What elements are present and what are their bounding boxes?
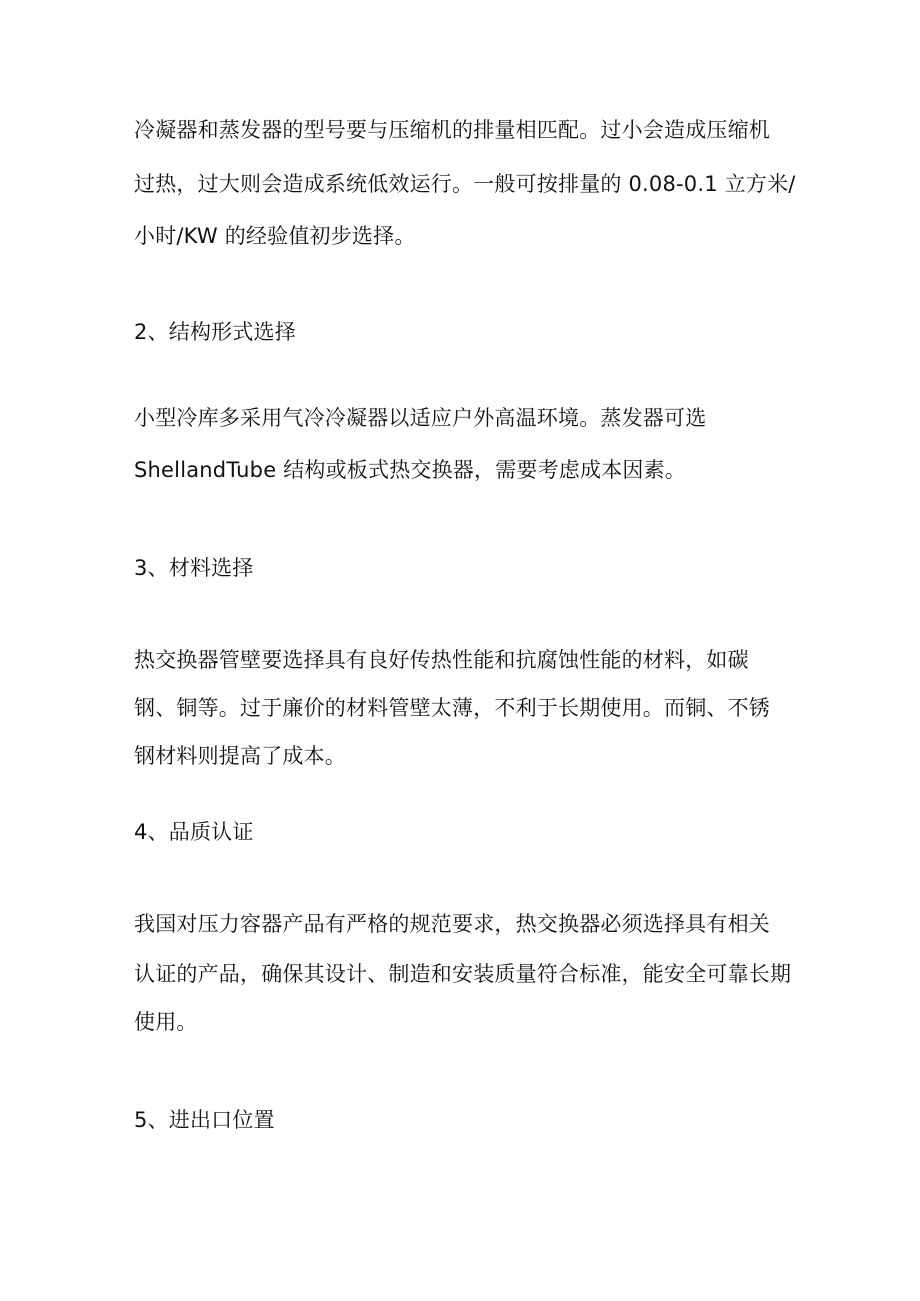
paragraph-line: 小型冷库多采用气冷冷凝器以适应户外高温环境。蒸发器可选 [134,406,707,430]
section-heading: 4、品质认证 [134,820,254,844]
section-heading: 3、材料选择 [134,556,254,580]
section-heading: 2、结构形式选择 [134,320,296,344]
paragraph-line: 钢材料则提高了成本。 [134,744,346,768]
paragraph-line: 我国对压力容器产品有严格的规范要求，热交换器必须选择具有相关 [134,912,770,936]
paragraph-line: 认证的产品，确保其设计、制造和安装质量符合标准，能安全可靠长期 [134,962,792,986]
paragraph-line: 使用。 [134,1010,198,1034]
paragraph-line: 钢、铜等。过于廉价的材料管壁太薄，不利于长期使用。而铜、不锈 [134,696,770,720]
paragraph-line: 过热，过大则会造成系统低效运行。一般可按排量的 0.08-0.1 立方米/ [134,172,796,196]
paragraph-line: 冷凝器和蒸发器的型号要与压缩机的排量相匹配。过小会造成压缩机 [134,118,770,142]
paragraph-line: ShellandTube 结构或板式热交换器，需要考虑成本因素。 [134,458,687,482]
paragraph-line: 热交换器管壁要选择具有良好传热性能和抗腐蚀性能的材料，如碳 [134,648,749,672]
section-heading: 5、进出口位置 [134,1108,275,1132]
paragraph-line: 小时/KW 的经验值初步选择。 [134,224,416,248]
